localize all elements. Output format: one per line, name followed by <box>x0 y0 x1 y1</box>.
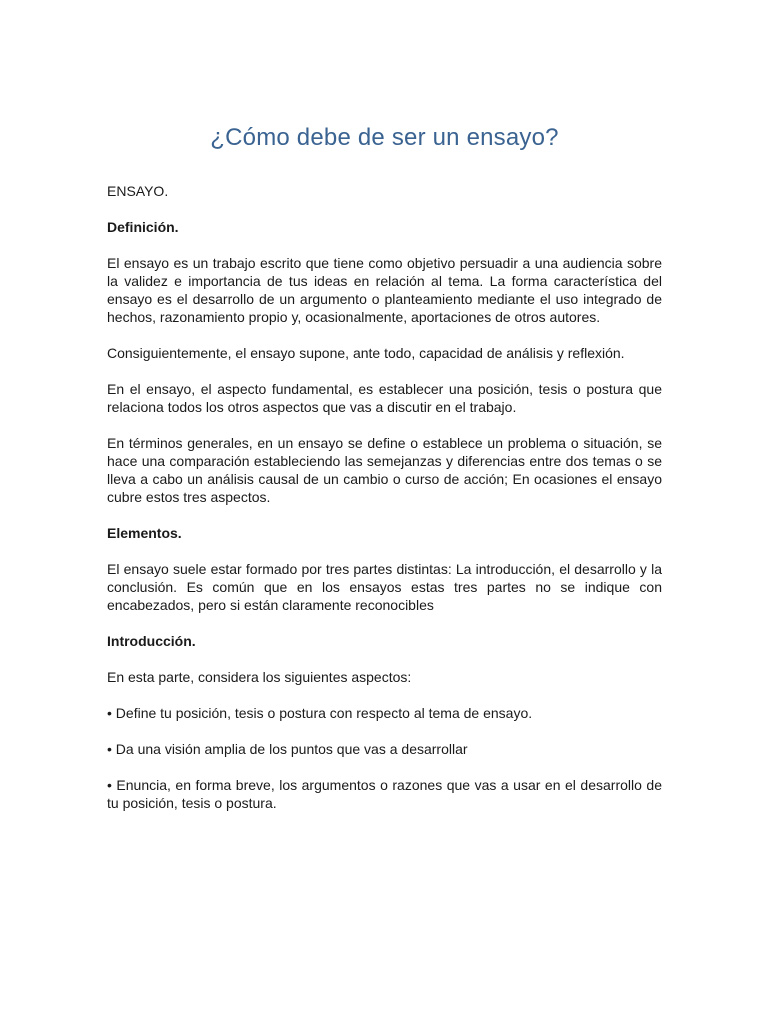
section-heading-elementos: Elementos. <box>107 525 182 541</box>
paragraph: En términos generales, en un ensayo se define o establece un problema o situación, se hace una comparación estableciendo las semejanzas y diferencias entre dos temas o se lleva a cabo un análisis causal de un cambio o curso de acción; En ocasiones el ensayo cubre estos tres aspectos. <box>107 435 662 505</box>
section-heading-definicion: Definición. <box>107 219 179 235</box>
bullet-item: • Da una visión amplia de los puntos que vas a desarrollar <box>107 741 468 757</box>
bullet-item: • Define tu posición, tesis o postura con respecto al tema de ensayo. <box>107 705 533 721</box>
paragraph: El ensayo suele estar formado por tres partes distintas: La introducción, el desarrollo y la conclusión. Es común que en los ensayos estas tres partes no se indique con encabezados, pero si están claramente reconocibles <box>107 561 662 613</box>
document-page <box>107 120 662 830</box>
document-title: ¿Cómo debe de ser un ensayo? <box>210 124 559 151</box>
document-label: ENSAYO. <box>107 183 169 199</box>
section-heading-introduccion: Introducción. <box>107 633 196 649</box>
paragraph: En esta parte, considera los siguientes aspectos: <box>107 669 412 685</box>
paragraph: Consiguientemente, el ensayo supone, ante todo, capacidad de análisis y reflexión. <box>107 345 625 361</box>
bullet-item: • Enuncia, en forma breve, los argumentos o razones que vas a usar en el desarrollo de tu posición, tesis o postura. <box>107 777 662 811</box>
paragraph: El ensayo es un trabajo escrito que tiene como objetivo persuadir a una audiencia sobre la validez e importancia de tus ideas en relación al tema. La forma característica del ensayo es el desarrollo de un argumento o planteamiento mediante el uso integrado de hechos, razonamiento propio y, ocasionalmente, aportaciones de otros autores. <box>107 255 662 325</box>
paragraph: En el ensayo, el aspecto fundamental, es establecer una posición, tesis o postura que relaciona todos los otros aspectos que vas a discutir en el trabajo. <box>107 381 662 415</box>
